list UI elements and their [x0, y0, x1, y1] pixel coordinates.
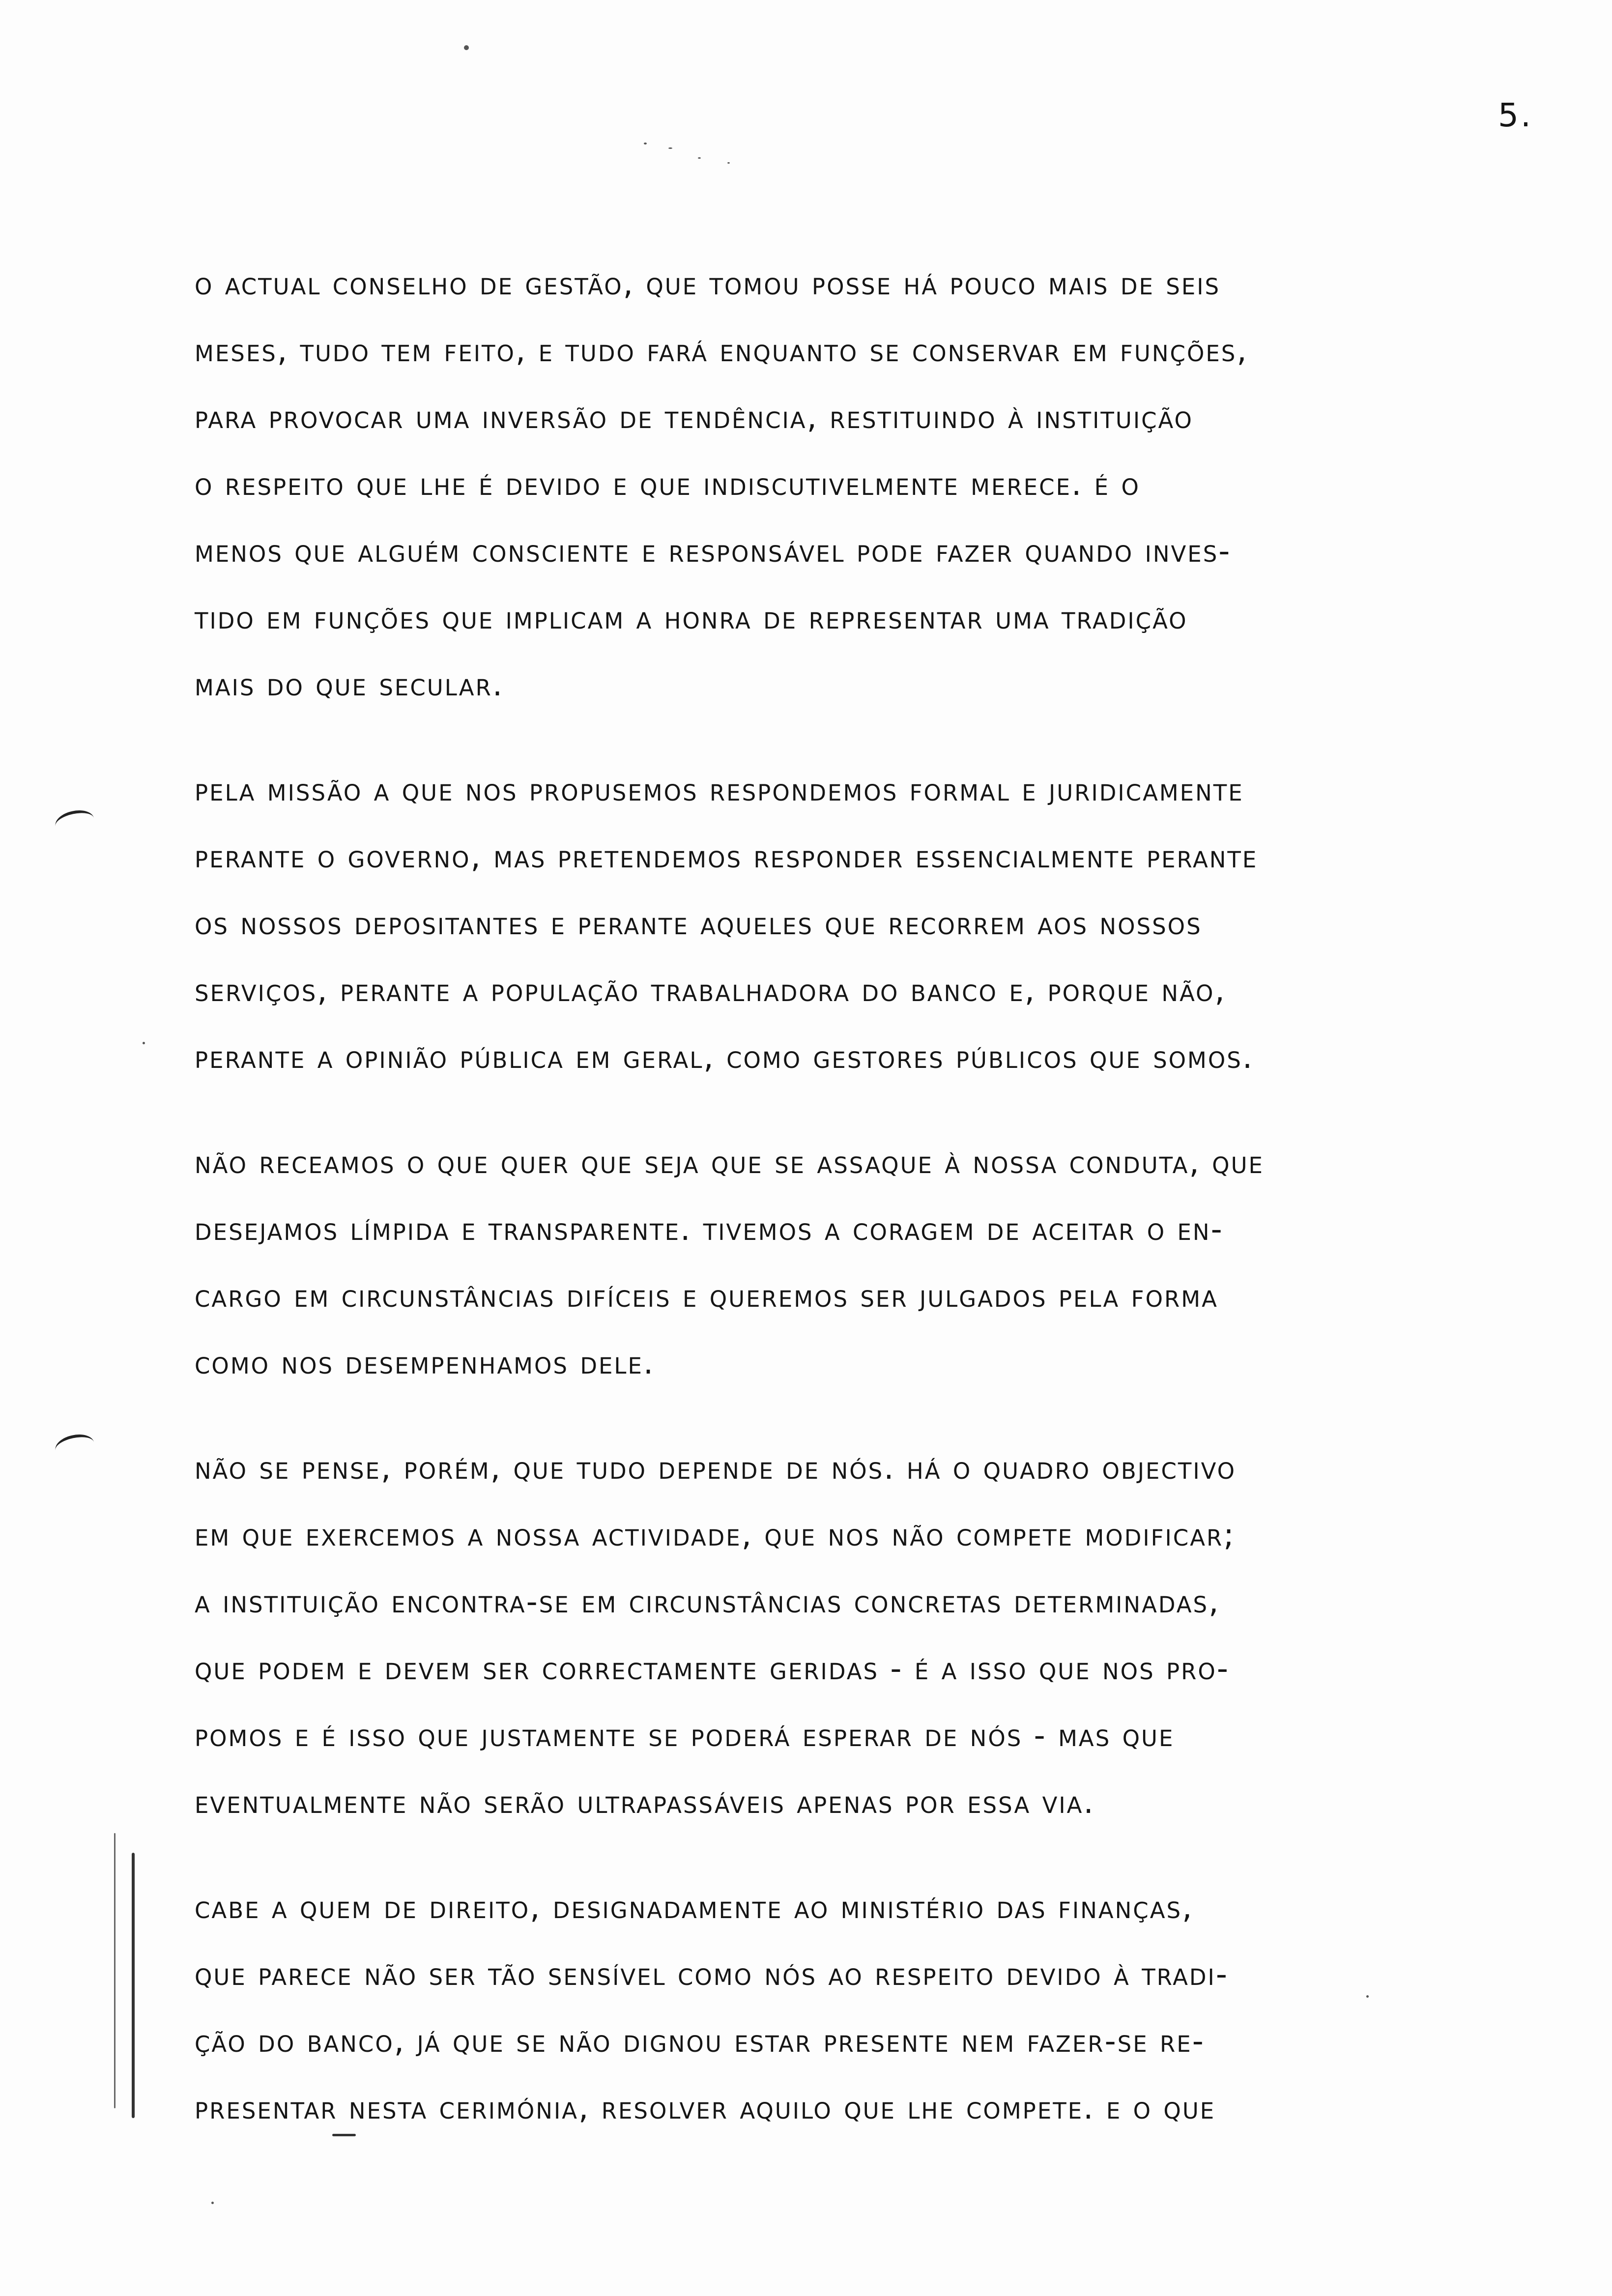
text-line: para provocar uma inversão de tendência, restituindo à instituição — [195, 400, 1193, 436]
paragraph-4 — [195, 1435, 1561, 1836]
text-line: não receamos o que quer que seja que se assaque à nossa conduta, que — [195, 1145, 1264, 1181]
text-line: ção do banco, já que se não dignou estar presente nem fazer-se re- — [195, 2023, 1205, 2060]
text-line: pela missão a que nos propusemos respondemos formal e juridicamente — [195, 772, 1244, 808]
text-line: em que exercemos a nossa actividade, que nos não compete modificar; — [195, 1517, 1236, 1553]
text-line: perante a opinião pública em geral, como gestores públicos que somos. — [195, 1039, 1254, 1076]
text-line: cabe a quem de direito, designadamente ao ministério das finanças, — [195, 1890, 1194, 1926]
text-line: o respeito que lhe é devido e que indiscutivelmente merece. é o — [195, 466, 1140, 503]
text-line: o actual conselho de gestão, que tomou posse há pouco mais de seis — [195, 266, 1221, 302]
paragraph-2 — [195, 757, 1561, 1091]
scan-speck — [464, 45, 469, 50]
text-line: perante o governo, mas pretendemos responder essencialmente perante — [195, 839, 1258, 875]
text-line: cargo em circunstâncias difíceis e queremos ser julgados pela forma — [195, 1278, 1218, 1315]
text-line: desejamos límpida e transparente. tivemos a coragem de aceitar o en- — [195, 1211, 1224, 1248]
scan-speck — [143, 1042, 145, 1044]
scan-speck — [644, 143, 647, 144]
paragraph-5 — [195, 1874, 1561, 2142]
text-line: serviços, perante a população trabalhadora do banco e, porque não, — [195, 973, 1226, 1009]
margin-line — [132, 1853, 135, 2118]
text-line: não se pense, porém, que tudo depende de nós. há o quadro objectivo — [195, 1450, 1237, 1487]
text-line: presentar nesta cerimónia, resolver aquilo que lhe compete. e o que — [195, 2090, 1216, 2126]
text-line: pomos e é isso que justamente se poderá esperar de nós - mas que — [195, 1718, 1175, 1754]
margin-mark — [53, 807, 96, 837]
text-line: os nossos depositantes e perante aqueles que recorrem aos nossos — [195, 906, 1202, 942]
margin-line — [114, 1833, 115, 2108]
body-text — [195, 251, 1561, 2180]
scan-speck — [211, 2202, 214, 2204]
text-line: que podem e devem ser correctamente geridas - é a isso que nos pro- — [195, 1651, 1230, 1687]
text-line: menos que alguém consciente e responsável pode fazer quando inves- — [195, 533, 1232, 570]
paragraph-1 — [195, 251, 1561, 718]
text-line: tido em funções que implicam a honra de representar uma tradição — [195, 600, 1188, 636]
text-line: que parece não ser tão sensível como nós ao respeito devido à tradi- — [195, 1956, 1229, 1993]
text-line: como nos desempenhamos dele. — [195, 1345, 655, 1381]
scan-speck — [698, 157, 701, 159]
page-number: 5. — [1498, 96, 1533, 134]
text-line: a instituição encontra-se em circunstâncias concretas determinadas, — [195, 1584, 1220, 1620]
scan-speck — [668, 147, 672, 149]
text-line: meses, tudo tem feito, e tudo fará enquanto se conservar em funções, — [195, 333, 1248, 369]
margin-mark — [53, 1431, 96, 1462]
paragraph-3 — [195, 1129, 1561, 1397]
text-line: eventualmente não serão ultrapassáveis apenas por essa via. — [195, 1784, 1095, 1821]
text-line: mais do que secular. — [195, 667, 504, 703]
scan-speck — [727, 162, 730, 164]
